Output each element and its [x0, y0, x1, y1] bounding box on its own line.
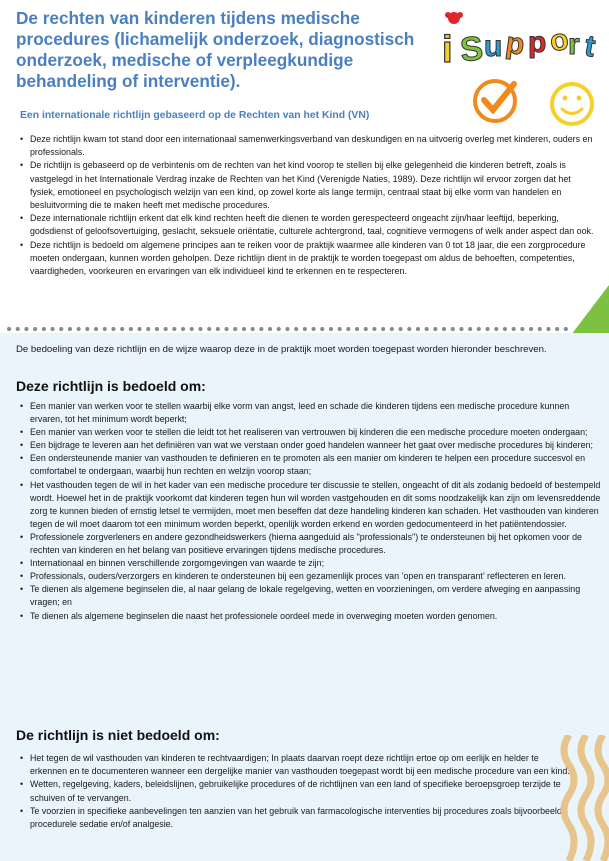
list-item: • Deze richtlijn kwam tot stand door een internationaal samenwerkingsverband van deskundigen en na uitvoerig overleg met kinderen, ouders en professionals. — [22, 133, 596, 159]
svg-text:S: S — [458, 29, 485, 70]
svg-text:i: i — [442, 29, 453, 71]
list-item: • Professionals, ouders/verzorgers en kinderen te ondersteunen bij een gezamenlijk proces van ‘open en transparant’ reflecteren en leren. — [22, 570, 602, 583]
list-item: • Professionele zorgverleners en andere gezondheidswerkers (hierna aangeduid als "professionals") te ondersteunen bij het opkomen voor de rechten van kinderen en het belang van positieve ervaringen tijdens medische procedures. — [22, 531, 602, 557]
svg-text:p: p — [528, 26, 547, 59]
wave-decoration — [559, 735, 609, 861]
svg-text:r: r — [568, 28, 580, 61]
list-item: • Een bijdrage te leveren aan het definiëren van wat we verstaan onder goed handelen wanneer het gaat over medische procedures bij kinderen; — [22, 439, 602, 452]
smiley-icon — [552, 84, 592, 124]
svg-text:t: t — [582, 29, 598, 64]
list-item: • Deze richtlijn is bedoeld om algemene principes aan te reiken voor de praktijk waarmee alle kinderen van 0 tot 18 jaar, die een zorgprocedure moeten ondergaan, kunnen worden geholpen. Deze richtlijn dient in de praktijk te worden toegepast om aldus de behoeften, competenties, vaardigheden, voorkeuren en ervaringen van elk individueel kind te erkennen en te respecteren. — [22, 239, 596, 279]
panel-intro: De bedoeling van deze richtlijn en de wijze waarop deze in de praktijk moet worden toegepast worden hieronder beschreven. — [16, 344, 547, 355]
list-item: • Een manier van werken voor te stellen die leidt tot het realiseren van vertrouwen bij kinderen die een medische procedure moeten ondergaan; — [22, 426, 602, 439]
intro-bullet-list — [14, 133, 596, 278]
list-item: • Een ondersteunende manier van vasthouden te definieren en te promoten als een manier om kinderen te helpen een procedure succesvol en comfortabel te ondergaan, waarbij hun rechten en welzijn voorop staan; — [22, 452, 602, 478]
list-item: • Te voorzien in specifieke aanbevelingen ten aanzien van het gebruik van farmacologische interventies bij procedures zoals bijvoorbeeld procedurele sedatie en/of analgesie. — [22, 805, 574, 831]
list-item: • Internationaal en binnen verschillende zorgomgevingen van waarde te zijn; — [22, 557, 602, 570]
not-purpose-bullet-list — [14, 752, 574, 831]
flower-icon — [445, 12, 463, 24]
svg-text:p: p — [503, 26, 527, 62]
list-item: • Te dienen als algemene beginselen die naast het professionele oordeel mede in overweging moeten worden genomen. — [22, 610, 602, 623]
list-item: • Te dienen als algemene beginselen die, al naar gelang de lokale regelgeving, wetten en voorzieningen, om verdere afweging en aanpassing vragen; en — [22, 583, 602, 609]
dotted-divider — [6, 325, 571, 333]
svg-text:o: o — [547, 22, 571, 59]
purpose-bullet-list — [14, 400, 602, 623]
not-purpose-heading: De richtlijn is niet bedoeld om: — [16, 727, 220, 743]
list-item: • Het tegen de wil vasthouden van kinderen te rechtvaardigen; In plaats daarvan roept deze richtlijn ertoe op om eerlijk en helder te erkennen en te documenteren wanneer een dergelijke manier van vasthouden toegepast wordt bij een medische procedure van een kind. — [22, 752, 574, 778]
isupport-logo — [440, 6, 602, 130]
page-subtitle: Een internationale richtlijn gebaseerd op de Rechten van het Kind (VN) — [20, 110, 370, 121]
page-title: De rechten van kinderen tijdens medische procedures (lichamelijk onderzoek, diagnostisch onderzoek, medische of verpleegkundige behandeling of interventie). — [16, 8, 415, 91]
list-item: • Het vasthouden tegen de wil in het kader van een medische procedure ter discussie te stellen, ongeacht of dit als zodanig bedoeld of bestempeld wordt. Hoewel het in de praktijk voorkomt dat kinderen tegen hun wil worden vastgehouden en dit soms noodzakelijk kan zijn om levensreddende zorg te kunnen bieden of ernstig letsel te vermijden, moet men beseffen dat deze handeling kinderen kan schaden. Het vasthouden van kinderen tegen de wil moet daarom tot een minimum worden beperkt, openlijk worden erkend en worden gedocumenteerd in het patiëntendossier. — [22, 479, 602, 531]
purpose-heading: Deze richtlijn is bedoeld om: — [16, 378, 206, 394]
list-item: • De richtlijn is gebaseerd op de verbintenis om de rechten van het kind voorop te stellen bij elke gelegenheid die kinderen betreft, zoals is vastgelegd in het Internationale Verdrag inzake de Rechten van het Kind (Verenigde Naties, 1989). Deze richtlijn wil ervoor zorgen dat het fysiek, emotioneel en psychologisch welzijn van een kind, op zowel korte als lange termijn, centraal staat bij elke vorm van handelen en besluitvorming die te maken heeft met medische procedures. — [22, 159, 596, 212]
list-item: • Deze internationale richtlijn erkent dat elk kind rechten heeft die dienen te worden gerespecteerd ongeacht zijn/haar leeftijd, beperking, godsdienst of geloofsovertuiging, geslacht, seksuele oriëntatie, culturele achtergrond, taal, cognitieve vermogens of welk ander aspect dan ook. — [22, 212, 596, 238]
list-item: • Een manier van werken voor te stellen waarbij elke vorm van angst, leed en schade die kinderen tijdens een medische procedure kunnen ervaren, tot het minimum wordt beperkt; — [22, 400, 602, 426]
svg-text:u: u — [484, 30, 503, 63]
checkmark-icon — [475, 81, 515, 121]
list-item: • Wetten, regelgeving, kaders, beleidslijnen, gebruikelijke procedures of de richtlijnen van een land of specifieke beroepsgroep terzijde te schuiven of te vervangen. — [22, 778, 574, 804]
